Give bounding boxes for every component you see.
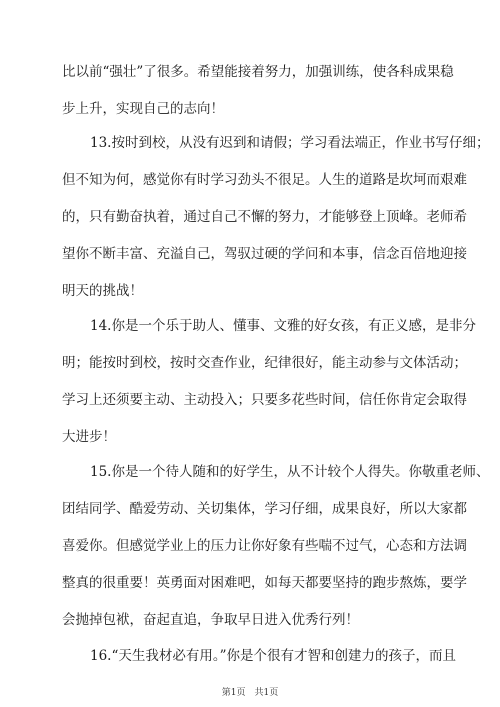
text-line-first: 15.你是一个待人随和的好学生，从不计较个人得失。你敬重老师、 [90, 464, 490, 480]
page-number-label: 第1页 共1页 [221, 688, 279, 698]
text-line-first: 16.“天生我材必有用。”你是个很有才智和创建力的孩子，而且 [90, 648, 457, 664]
page-footer [0, 685, 500, 698]
text-line-first: 13.按时到校，从没有迟到和请假；学习看法端正，作业书写仔细； [90, 135, 490, 151]
text-line: 明天的挑战！ [62, 283, 143, 299]
text-line: 比以前“强壮”了很多。希望能接着努力，加强训练，使各科成果稳 [62, 64, 454, 80]
text-line: 团结同学、酷爱劳动、关切集体，学习仔细，成果良好，所以大家都 [62, 501, 467, 517]
text-line: 但不知为何，感觉你有时学习劲头不很足。人生的道路是坎坷而艰难 [62, 172, 467, 188]
text-line: 的，只有勤奋执着，通过自己不懈的努力，才能够登上顶峰。老师希 [62, 209, 467, 225]
text-line-first: 14.你是一个乐于助人、懂事、文雅的好女孩，有正义感，是非分 [90, 318, 476, 334]
text-line: 望你不断丰富、充溢自己，驾驭过硬的学问和本事，信念百倍地迎接 [62, 246, 467, 262]
text-line: 喜爱你。但感觉学业上的压力让你好象有些喘不过气，心态和方法调 [62, 538, 467, 554]
text-line: 步上升，实现自己的志向！ [62, 101, 224, 117]
text-line: 学习上还须要主动、主动投入；只要多花些时间，信任你肯定会取得 [62, 392, 467, 408]
text-line: 大进步！ [62, 429, 116, 445]
text-line: 明；能按时到校，按时交查作业，纪律很好，能主动参与文体活动； [62, 355, 467, 371]
text-line: 会抛掉包袱，奋起直追，争取早日进入优秀行列！ [62, 612, 359, 628]
text-line: 整真的很重要！英勇面对困难吧，如每天都要坚持的跑步熬炼，要学 [62, 575, 467, 591]
